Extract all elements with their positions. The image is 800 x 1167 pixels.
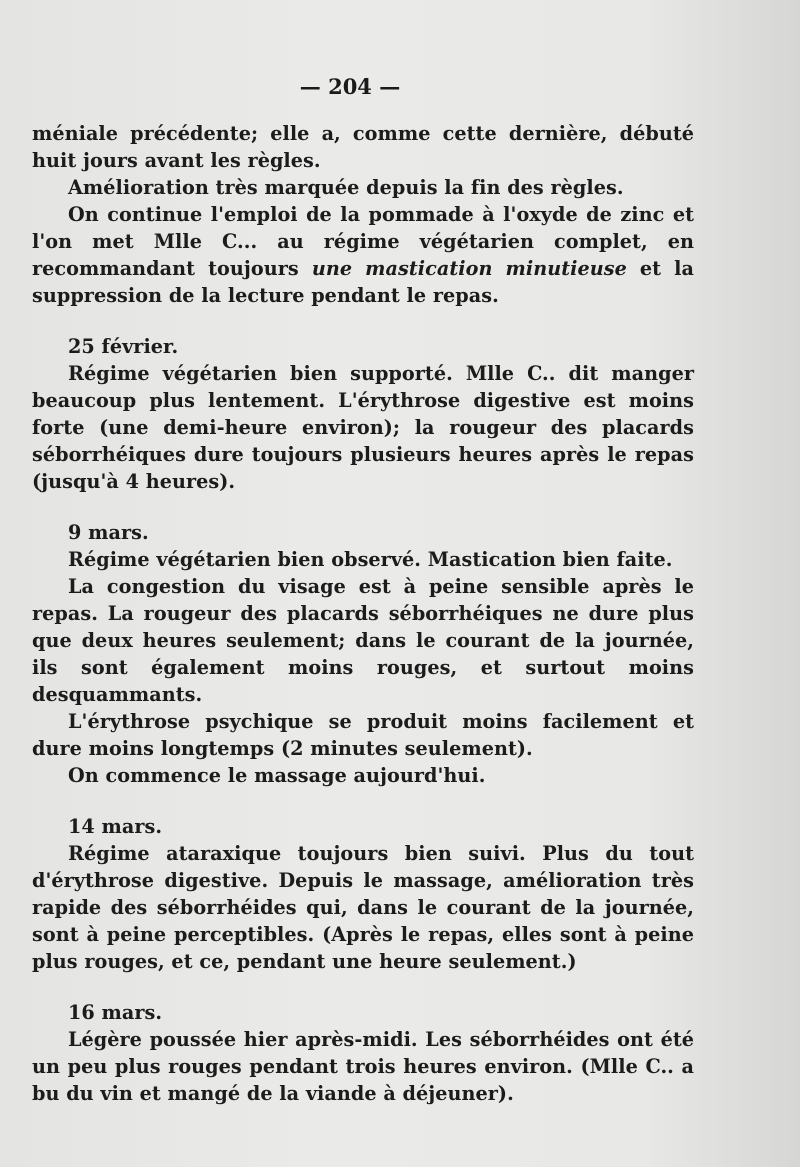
text-run: On continue l'emploi de la pommade à l'oxyde de zinc et l'on met Mlle C... au régime végétarien complet, en recommandant toujours — [32, 203, 694, 280]
paragraph: Régime ataraxique toujours bien suivi. Plus du tout d'érythrose digestive. Depuis le massage, amélioration très rapide des séborrhéides qui, dans le courant de la journée, sont à peine perceptibles. (Après le repas, elles sont à peine plus rouges, et ce, pendant une heure seulement.) — [32, 842, 694, 973]
spacer — [32, 975, 694, 999]
entry-date: 9 mars. — [68, 521, 149, 544]
paragraph-continuation: méniale précédente; elle a, comme cette dernière, débuté huit jours avant les règles. — [32, 122, 694, 172]
paragraph: On commence le massage aujourd'hui. — [68, 764, 486, 787]
paragraph: L'érythrose psychique se produit moins facilement et dure moins longtemps (2 minutes seulement). — [32, 710, 694, 760]
spacer — [32, 495, 694, 519]
entry-date: 14 mars. — [68, 815, 163, 838]
body-text — [32, 120, 694, 1107]
page-number: — 204 — — [299, 74, 401, 99]
text-run: et la suppression de la lecture pendant le repas. — [32, 257, 695, 307]
entry-date: 25 février. — [68, 335, 179, 358]
paragraph: Amélioration très marquée depuis la fin des règles. — [68, 176, 624, 199]
entry-date: 16 mars. — [68, 1001, 163, 1024]
paragraph: La congestion du visage est à peine sensible après le repas. La rougeur des placards séborrhéiques ne dure plus que deux heures seulement; dans le courant de la journée, ils sont également moins rouges, et surtout moins desquammants. — [32, 575, 694, 706]
paragraph: Légère poussée hier après-midi. Les séborrhéides ont été un peu plus rouges pendant trois heures environ. (Mlle C.. a bu du vin et mangé de la viande à déjeuner). — [32, 1028, 694, 1105]
paragraph — [32, 201, 694, 309]
paragraph: Régime végétarien bien supporté. Mlle C.. dit manger beaucoup plus lentement. L'érythrose digestive est moins forte (une demi-heure environ); la rougeur des placards séborrhéiques dure toujours plusieurs heures après le repas (jusqu'à 4 heures). — [32, 362, 694, 493]
emphasis-text: une mastication minutieuse — [311, 257, 627, 280]
spacer — [32, 309, 694, 333]
paragraph: Régime végétarien bien observé. Mastication bien faite. — [68, 548, 673, 571]
spacer — [32, 789, 694, 813]
